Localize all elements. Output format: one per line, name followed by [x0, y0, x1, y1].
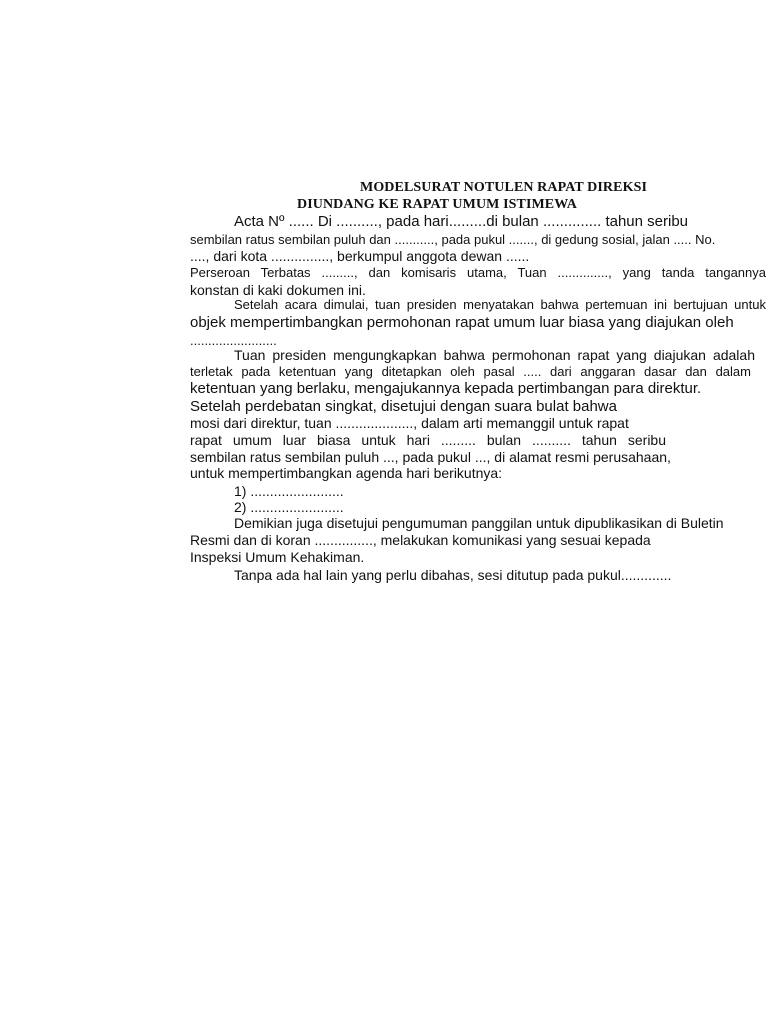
text-line: ...., dari kota ..............., berkumpul anggota dewan ...... [190, 248, 530, 264]
text-line: untuk mempertimbangkan agenda hari berikutnya: [190, 465, 503, 481]
document-subtitle: DIUNDANG KE RAPAT UMUM ISTIMEWA [297, 197, 577, 212]
text-line: Setelah perdebatan singkat, disetujui dengan suara bulat bahwa [190, 398, 617, 415]
text-line: ........................ [190, 333, 277, 348]
text-line: Setelah acara dimulai, tuan presiden menyatakan bahwa pertemuan ini bertujuan untuk [234, 297, 766, 312]
document-title: MODELSURAT NOTULEN RAPAT DIREKSI [360, 180, 648, 195]
list-item: 2) ........................ [234, 499, 344, 515]
text-line: sembilan ratus sembilan puluh ..., pada pukul ..., di alamat resmi perusahaan, [190, 449, 671, 465]
text-line: Tanpa ada hal lain yang perlu dibahas, sesi ditutup pada pukul............. [234, 567, 672, 583]
text-line: Inspeksi Umum Kehakiman. [190, 549, 365, 565]
text-line: konstan di kaki dokumen ini. [190, 282, 366, 298]
text-line: objek mempertimbangkan permohonan rapat umum luar biasa yang diajukan oleh [190, 314, 734, 331]
text-line: Perseroan Terbatas ........., dan komisaris utama, Tuan .............., yang tanda tangannya [190, 265, 766, 280]
text-line: Tuan presiden mengungkapkan bahwa permohonan rapat yang diajukan adalah [234, 347, 755, 363]
text-line: sembilan ratus sembilan puluh dan ..........., pada pukul ......., di gedung sosial, jalan ..... No. [190, 232, 716, 247]
text-line: Resmi dan di koran ..............., melakukan komunikasi yang sesuai kepada [190, 532, 651, 548]
text-line: rapat umum luar biasa untuk hari ......... bulan .......... tahun seribu [190, 432, 666, 448]
text-line: ketentuan yang berlaku, mengajukannya kepada pertimbangan para direktur. [190, 380, 702, 397]
text-line: Demikian juga disetujui pengumuman panggilan untuk dipublikasikan di Buletin [234, 515, 724, 531]
list-item: 1) ........................ [234, 483, 344, 499]
text-line: terletak pada ketentuan yang ditetapkan oleh pasal ..... dari anggaran dasar dan dalam [190, 364, 751, 379]
text-line: Acta Nº ...... Di .........., pada hari.........di bulan .............. tahun seribu [234, 213, 689, 230]
text-line: mosi dari direktur, tuan ...................., dalam arti memanggil untuk rapat [190, 415, 629, 431]
